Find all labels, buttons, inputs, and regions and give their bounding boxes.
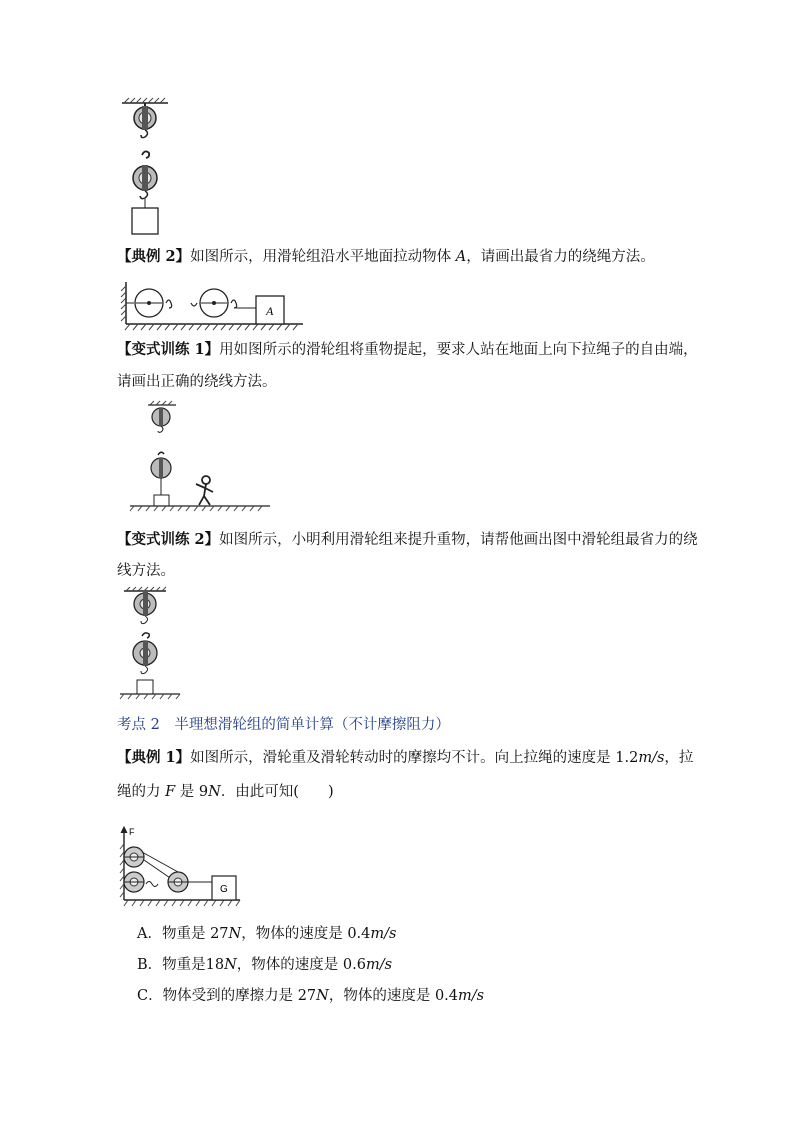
option-c: C．物体受到的摩擦力是 27N，物体的速度是 0.4m/s <box>137 988 485 1004</box>
example-2-question: 【典例 2】如图所示，用滑轮组沿水平地面拉动物体 A，请画出最省力的绕绳方法。 <box>117 248 655 265</box>
variant-1-tag: 【变式训练 1】 <box>117 341 220 358</box>
person-icon <box>196 476 213 505</box>
variant-2-line-1: 【变式训练 2】如图所示，小明利用滑轮组来提升重物，请帮他画出图中滑轮组最省力的绕 <box>117 531 698 548</box>
example-1-tag: 【典例 1】 <box>117 749 191 766</box>
example-1-line-1: 【典例 1】如图所示，滑轮重及滑轮转动时的摩擦均不计。向上拉绳的速度是 1.2m/s，拉 <box>117 749 694 766</box>
option-b: B．物重是18N，物体的速度是 0.6m/s <box>137 957 393 973</box>
variant-2-line-2: 线方法。 <box>117 563 175 579</box>
pulley-figure-4 <box>118 586 188 704</box>
variant-1-line-1: 【变式训练 1】用如图所示的滑轮组将重物提起，要求人站在地面上向下拉绳子的自由端， <box>117 341 698 358</box>
pulley-figure-2 <box>118 280 313 332</box>
variant-2-tag: 【变式训练 2】 <box>117 531 220 548</box>
force-f-label: F <box>129 827 135 837</box>
pulley-figure-1 <box>118 95 178 240</box>
example-2-tag: 【典例 2】 <box>117 248 191 265</box>
option-a: A．物重是 27N，物体的速度是 0.4m/s <box>137 926 397 942</box>
pulley-figure-5 <box>118 824 243 908</box>
block-a-label: A <box>266 304 274 318</box>
variant-1-line-2: 请画出正确的绕线方法。 <box>117 374 277 390</box>
example-1-line-2: 绳的力 F 是 9N．由此可知( ) <box>117 784 334 800</box>
section-2-heading: 考点 2 半理想滑轮组的简单计算（不计摩擦阻力） <box>117 717 450 733</box>
weight-g-label: G <box>220 884 228 895</box>
pulley-figure-3 <box>128 400 278 512</box>
